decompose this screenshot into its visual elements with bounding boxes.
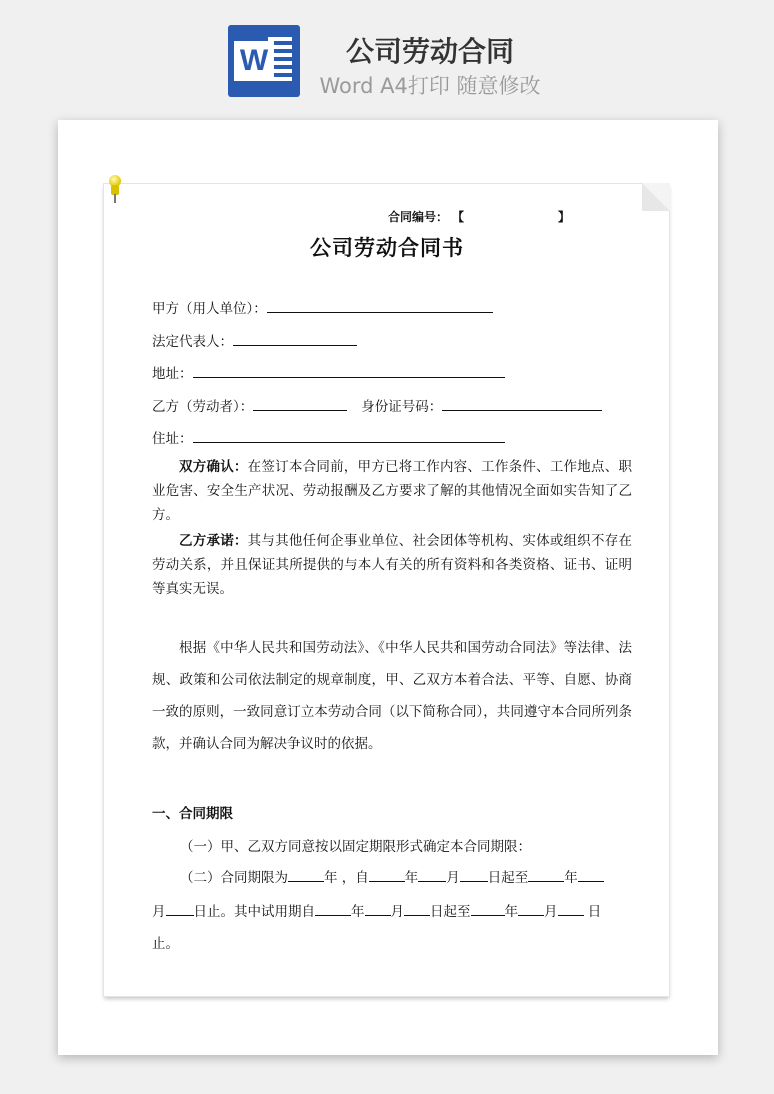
basis-paragraph: 根据《中华人民共和国劳动法》、《中华人民共和国劳动合同法》等法律、法规、政策和公司依法制定的规章制度，甲、乙双方本着合法、平等、自愿、协商一致的原则，一致同意订立本劳动合同（以下简称合同），共同遵守本合同所列条款，并确认合同为解决争议时的依据。 — [152, 640, 632, 752]
clause-2-day-from: 日起至 — [487, 870, 529, 886]
clause-2-day-from: 日起至 — [430, 904, 471, 920]
party-a-line — [267, 300, 493, 313]
party-b-field — [152, 395, 602, 415]
clause-1: （一）甲、乙双方同意按以固定期限形式确定本合同期限： — [180, 839, 531, 855]
blank-prob-end-month — [518, 903, 544, 916]
id-number-line — [442, 398, 602, 411]
clause-2-line-1 — [180, 866, 604, 886]
header-subtitle: Word A4打印 随意修改 — [319, 74, 541, 98]
contract-number-label: 合同编号： — [388, 210, 449, 224]
unit-year: 年 — [351, 904, 365, 920]
legal-rep-label: 法定代表人： — [152, 334, 233, 350]
contract-number — [388, 208, 571, 225]
unit-year: 年 — [504, 904, 518, 920]
clause-2-line-2 — [152, 900, 601, 920]
blank-prob-start-year — [315, 903, 351, 916]
word-icon — [228, 25, 300, 97]
blank-start-month — [418, 869, 446, 882]
blank-prob-start-month — [365, 903, 391, 916]
confirm-text: 在签订本合同前，甲方已将工作内容、工作条件、工作地点、职业危害、安全生产状况、劳动报酬及乙方要求了解的其他情况全面如实告知了乙方。 — [152, 459, 632, 523]
blank-end-month-start — [578, 869, 604, 882]
unit-day: 日 — [587, 904, 602, 920]
unit-year: 年 — [324, 870, 338, 886]
legal-rep-line — [233, 333, 357, 346]
word-icon-letter: W — [234, 41, 274, 81]
unit-year: 年 — [564, 870, 578, 886]
residence-field — [152, 427, 505, 447]
confirm-label: 双方确认： — [179, 459, 248, 475]
pushpin-icon — [107, 175, 125, 205]
contract-number-close-bracket: 】 — [558, 210, 571, 224]
promise-paragraph — [152, 529, 632, 601]
party-b-label: 乙方（劳动者）： — [152, 399, 254, 415]
blank-start-year — [369, 869, 405, 882]
id-number-label: 身份证号码： — [361, 399, 443, 415]
blank-end-day — [166, 903, 194, 916]
clause-2-line-3: 止。 — [152, 936, 179, 952]
blank-prob-end-year — [471, 903, 505, 916]
clause-2-probation: 日止。其中试用期自 — [193, 904, 315, 920]
party-b-line — [253, 398, 347, 411]
blank-prob-end-day — [558, 903, 584, 916]
document-title: 公司劳动合同书 — [310, 235, 464, 260]
address-field — [152, 362, 505, 382]
unit-month: 月 — [544, 904, 558, 920]
confirm-paragraph — [152, 455, 632, 527]
residence-line — [193, 430, 505, 443]
page-corner-fold — [642, 183, 670, 211]
blank-years — [288, 869, 324, 882]
header-title: 公司劳动合同 — [345, 35, 514, 68]
blank-prob-start-day — [404, 903, 430, 916]
clause-2-intro: （二）合同期限为 — [180, 870, 288, 886]
blank-end-year — [528, 869, 564, 882]
unit-month: 月 — [390, 904, 404, 920]
address-label: 地址： — [152, 366, 193, 382]
party-a-field — [152, 297, 493, 317]
unit-month: 月 — [446, 870, 460, 886]
clause-2-from: ，自 — [341, 870, 369, 886]
party-a-label: 甲方（用人单位）： — [152, 301, 267, 317]
address-line — [193, 365, 505, 378]
contract-number-open-bracket: 【 — [452, 210, 465, 224]
promise-text: 其与其他任何企事业单位、社会团体等机构、实体或组织不存在劳动关系，并且保证其所提供的与本人有关的所有资料和各类资格、证书、证明等真实无误。 — [152, 533, 632, 597]
promise-label: 乙方承诺： — [179, 533, 248, 549]
blank-start-day — [460, 869, 488, 882]
unit-month: 月 — [152, 904, 166, 920]
section-1-title: 一、合同期限 — [152, 806, 233, 822]
unit-year: 年 — [404, 870, 419, 886]
residence-label: 住址： — [152, 431, 193, 447]
legal-rep-field — [152, 330, 357, 350]
page-header — [0, 0, 774, 110]
